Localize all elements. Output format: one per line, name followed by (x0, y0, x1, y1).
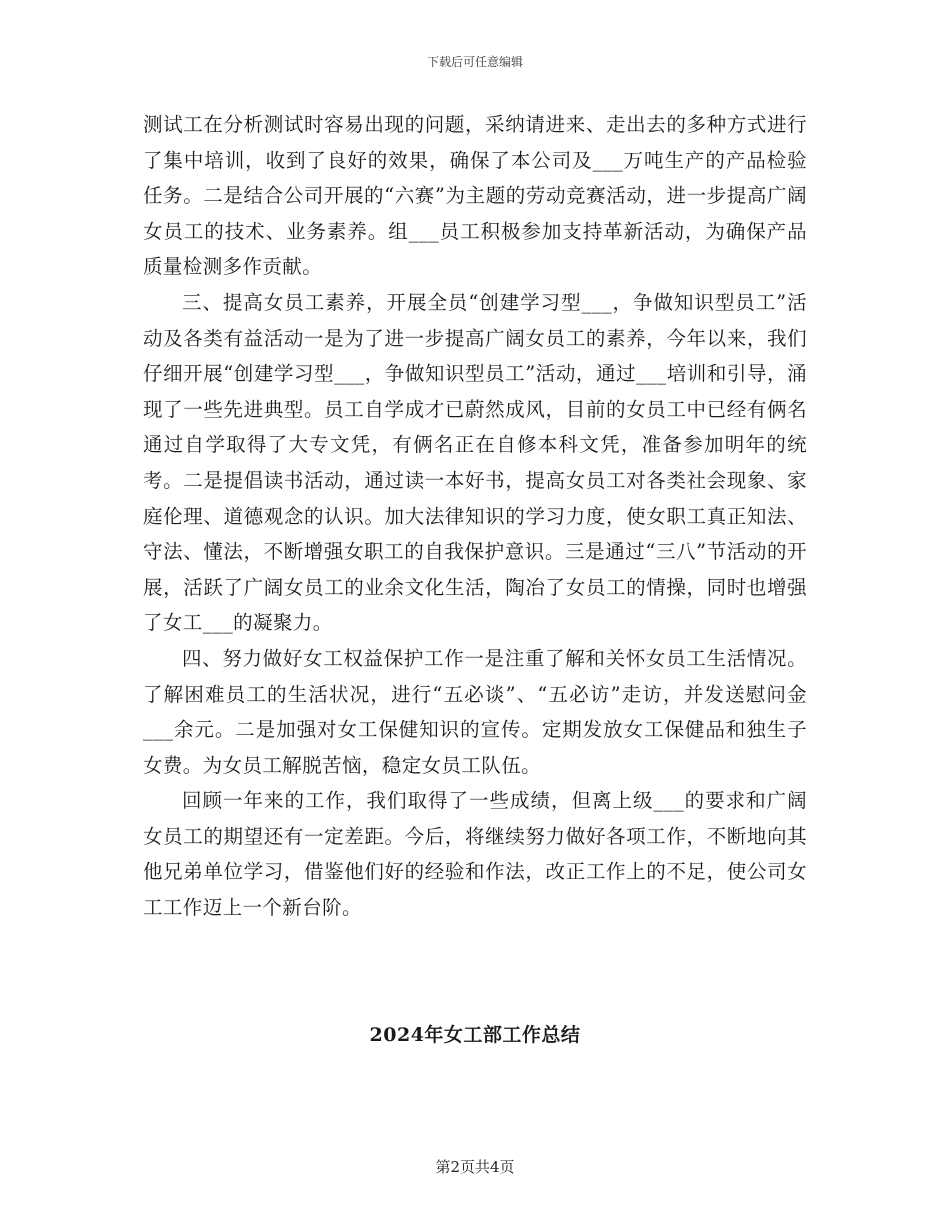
paragraph-section-four: 四、努力做好女工权益保护工作一是注重了解和关怀女员工生活情况。了解困难员工的生活状况，进行“五必谈”、“五必访”走访，并发送慰问金___余元。二是加强对女工保健知识的宣传。定期发放女工保健品和独生子女费。为女员工解脱苦恼，稳定女员工队伍。 (143, 646, 807, 777)
document-body (143, 107, 807, 926)
paragraph-section-three: 三、提高女员工素养，开展全员“创建学习型___，争做知识型员工”活动及各类有益活动一是为了进一步提高广阔女员工的素养，今年以来，我们仔细开展“创建学习型___，争做知识型员工”活动，通过___培训和引导，涌现了一些先进典型。员工自学成才已蔚然成风，目前的女员工中已经有俩名通过自学取得了大专文凭，有俩名正在自修本科文凭，准备参加明年的统考。二是提倡读书活动，通过读一本好书，提高女员工对各类社会现象、家庭伦理、道德观念的认识。加大法律知识的学习力度，使女职工真正知法、守法、懂法，不断增强女职工的自我保护意识。三是通过“三八”节活动的开展，活跃了广阔女员工的业余文化生活，陶冶了女员工的情操，同时也增强了女工___的凝聚力。 (143, 290, 807, 635)
page-footer-number: 第2页共4页 (435, 1158, 515, 1176)
paragraph-review: 回顾一年来的工作，我们取得了一些成绩，但离上级___的要求和广阔女员工的期望还有一定差距。今后，将继续努力做好各项工作，不断地向其他兄弟单位学习，借鉴他们好的经验和作法，改正工作上的不足，使公司女工工作迈上一个新台阶。 (143, 789, 807, 920)
paragraph-continuation: 测试工在分析测试时容易出现的问题，采纳请进来、走出去的多种方式进行了集中培训，收到了良好的效果，确保了本公司及___万吨生产的产品检验任务。二是结合公司开展的“六赛”为主题的劳动竞赛活动，进一步提高广阔女员工的技术、业务素养。组___员工积极参加支持革新活动，为确保产品质量检测多作贡献。 (143, 113, 807, 279)
document-title: 2024年女工部工作总结 (369, 1024, 581, 1046)
page-header-note: 下载后可任意编辑 (426, 55, 523, 69)
